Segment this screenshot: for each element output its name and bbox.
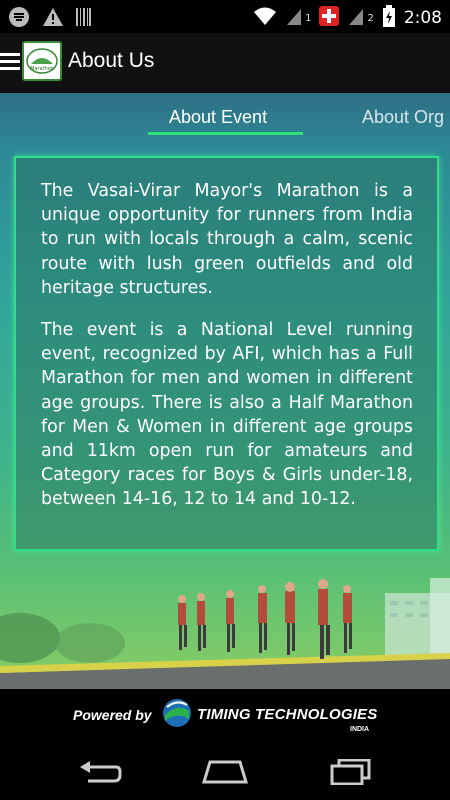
sim1-icon bbox=[285, 5, 303, 31]
logo-text: Marathon bbox=[30, 66, 54, 72]
sim2-label: 2 bbox=[367, 12, 374, 24]
status-bar-right bbox=[253, 5, 442, 31]
event-info-card bbox=[14, 156, 439, 551]
home-icon bbox=[202, 759, 248, 785]
event-paragraph-2: The event is a National Level running event, recognized by AFI, which has a Full Marathon for men and women in different age groups. There is also a Half Marathon for Men & Women in different age groups and 11km open run for amateurs and Category races for Boys & Girls under-18, between 14-16, 12 to 14 and 10-12. bbox=[41, 320, 413, 510]
tab-indicator bbox=[148, 132, 303, 135]
battery-icon bbox=[382, 5, 396, 31]
tab-about-event[interactable]: About Event bbox=[169, 107, 268, 127]
event-paragraph-1: The Vasai-Virar Mayor's Marathon is a unique opportunity for runners from India to run with locals through a calm, scenic route with lush green outfields and old heritage structures. bbox=[41, 181, 413, 298]
navigation-bar bbox=[0, 743, 450, 800]
page-title: About Us bbox=[68, 49, 155, 72]
recent-apps-button[interactable] bbox=[329, 759, 373, 785]
app-logo[interactable] bbox=[22, 41, 62, 81]
back-icon bbox=[78, 759, 122, 785]
sim1-label: 1 bbox=[305, 12, 312, 24]
barcode-icon bbox=[76, 7, 92, 31]
wifi-icon bbox=[253, 6, 277, 30]
status-bar-left bbox=[8, 6, 92, 32]
runners-background-image bbox=[0, 563, 450, 689]
recent-apps-icon bbox=[329, 759, 373, 785]
status-bar bbox=[0, 0, 450, 33]
company-name: TIMING TECHNOLOGIES bbox=[197, 706, 378, 723]
timing-technologies-logo-icon bbox=[161, 697, 193, 729]
tab-bar bbox=[0, 93, 450, 141]
action-bar bbox=[0, 33, 450, 93]
powered-by-label: Powered by bbox=[73, 707, 152, 723]
menu-icon[interactable] bbox=[0, 53, 20, 73]
footer bbox=[0, 689, 450, 743]
tab-about-org[interactable]: About Org bbox=[362, 107, 445, 127]
company-country: INDIA bbox=[350, 726, 370, 733]
home-button[interactable] bbox=[202, 759, 246, 785]
status-time: 2:08 bbox=[403, 8, 442, 28]
medical-icon bbox=[319, 6, 339, 30]
warning-icon bbox=[42, 7, 64, 31]
back-button[interactable] bbox=[78, 759, 122, 785]
sim2-icon bbox=[347, 5, 365, 31]
notification-icon bbox=[8, 6, 30, 32]
content-area bbox=[0, 93, 450, 689]
